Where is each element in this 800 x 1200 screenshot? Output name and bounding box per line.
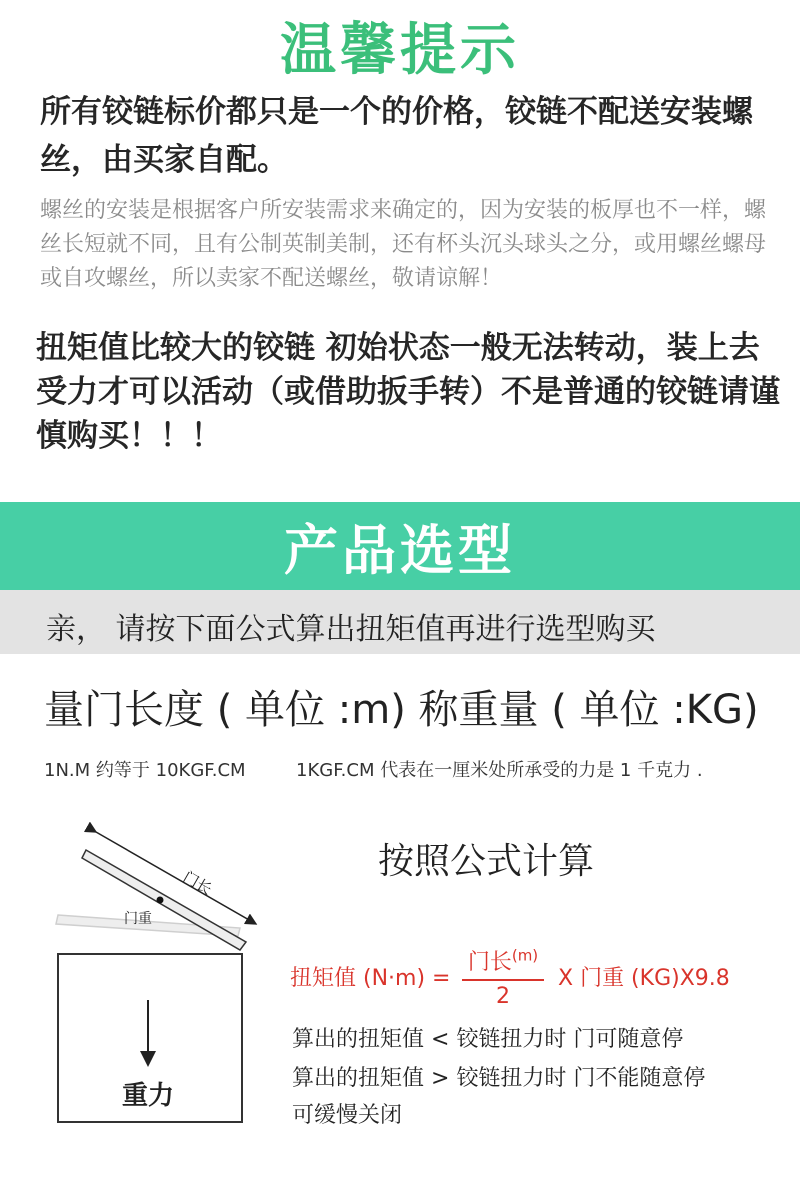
door-weight-point <box>157 897 164 904</box>
door-weight-label: 门重 <box>124 911 152 927</box>
notice-main-text: 所有铰链标价都只是一个的价格，铰链不配送安装螺丝，由买家自配。 <box>40 94 753 178</box>
formula-numerator-unit: (m) <box>511 946 539 965</box>
torque-warning-text: 扭矩值比较大的铰链 初始状态一般无法转动，装上去受力才可以活动（或借助扳手转）不是普通的铰链请谨慎购买！！！ <box>36 330 780 454</box>
notice-detail-text: 螺丝的安装是根据客户所安装需求来确定的，因为安装的板厚也不一样，螺丝长短就不同，且有公制英制美制，还有杯头沉头球头之分，或用螺丝螺母或自攻螺丝，所以卖家不配送螺丝，敬请谅解！ <box>40 198 767 291</box>
formula-numerator: 门长 <box>467 950 512 975</box>
condition-line-3: 可缓慢关闭 <box>292 1103 403 1128</box>
conversion-note-right: 1KGF.CM 代表在一厘米处所承受的力是 1 千克力 . <box>296 760 703 781</box>
condition-line-1: 算出的扭矩值 < 铰链扭力时 门可随意停 <box>292 1027 684 1052</box>
door-length-label: 门长 <box>180 867 215 899</box>
condition-line-2: 算出的扭矩值 > 铰链扭力时 门不能随意停 <box>292 1066 706 1091</box>
fraction-bar <box>462 979 544 981</box>
selection-subtitle: 亲， 请按下面公式算出扭矩值再进行选型购买 <box>46 612 656 647</box>
open-door <box>82 850 246 950</box>
formula-denominator: 2 <box>496 984 510 1009</box>
gravity-label: 重力 <box>122 1081 175 1111</box>
formula-rhs: X 门重 (KG)X9.8 <box>558 966 730 991</box>
formula-lhs: 扭矩值 (N·m) = <box>290 966 451 991</box>
torque-formula <box>290 945 760 1015</box>
notice-title: 温馨提示 <box>280 18 520 83</box>
formula-title: 按照公式计算 <box>378 841 595 882</box>
conversion-note-left: 1N.M 约等于 10KGF.CM <box>44 760 246 781</box>
formula-fraction <box>462 945 544 1009</box>
selection-title: 产品选型 <box>284 519 516 582</box>
hinge-diagram <box>0 810 280 1130</box>
measure-instruction: 量门长度 ( 单位 :m) 称重量 ( 单位 :KG) <box>44 687 759 733</box>
